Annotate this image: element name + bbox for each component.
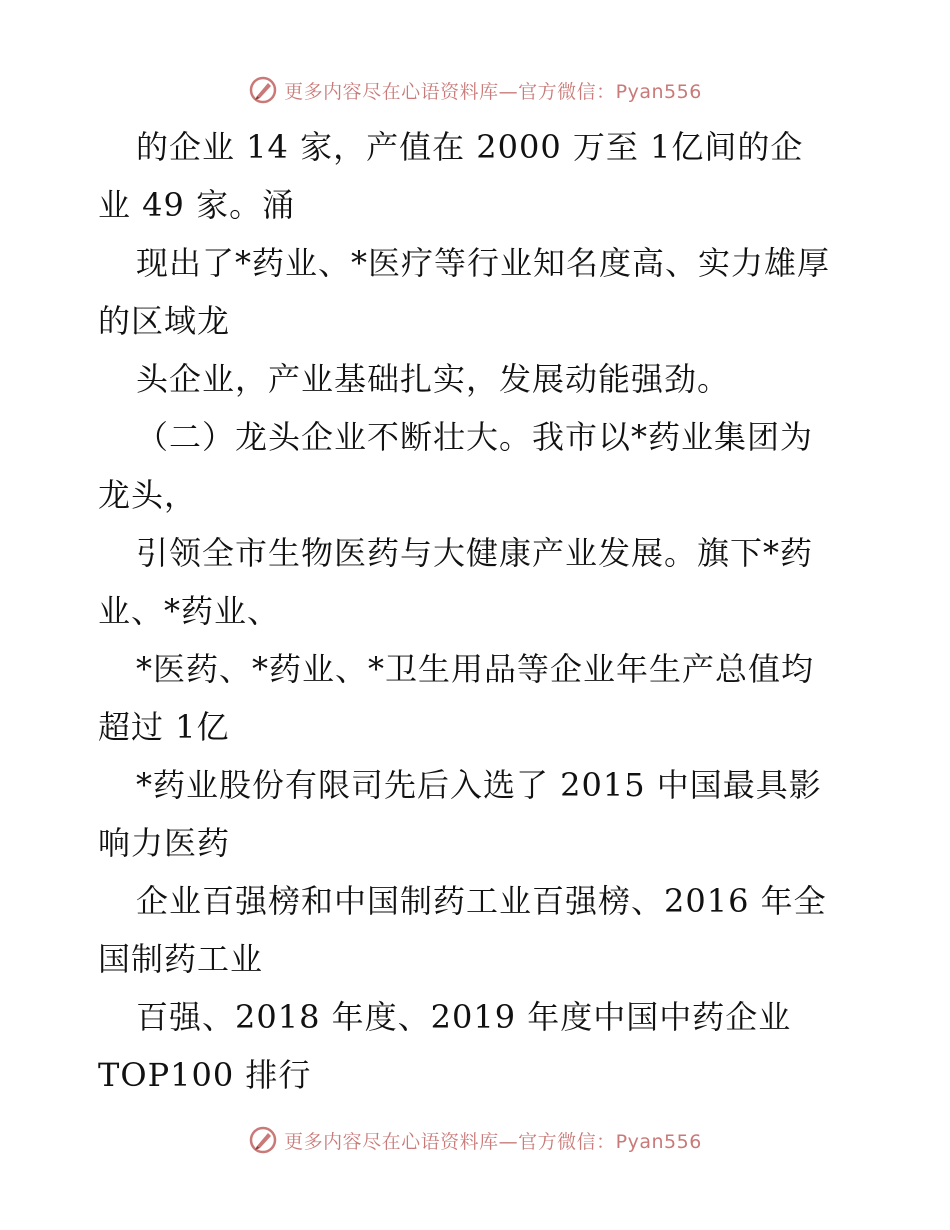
footer-watermark [0,1120,950,1160]
document-body [98,118,858,1104]
header-watermark-text: 更多内容尽在心语资料库—官方微信：Pyan556 [284,80,702,103]
text-line: TOP100 排行 [98,1056,312,1094]
pen-logo-icon [248,75,278,105]
text-line: 的企业 14 家，产值在 2000 万至 1亿间的企 [136,128,804,166]
text-line: 国制药工业 [98,940,264,978]
pen-logo-icon [248,1125,278,1155]
text-line: *医药、*药业、*卫生用品等企业年生产总值均 [136,650,815,688]
text-line: 响力医药 [98,824,231,862]
text-line: 龙头， [98,476,198,514]
text-line: *药业股份有限司先后入选了 2015 中国最具影 [136,766,822,804]
text-line: 超过 1亿 [98,708,230,746]
text-line: 百强、2018 年度、2019 年度中国中药企业 [136,998,792,1036]
text-line: 企业百强榜和中国制药工业百强榜、2016 年全 [136,882,827,920]
text-line: 业、*药业、 [98,592,281,630]
text-line: 的区域龙 [98,302,231,340]
header-watermark [0,70,950,110]
text-line: 业 49 家。涌 [98,186,296,224]
text-line: 现出了*药业、*医疗等行业知名度高、实力雄厚 [136,244,831,282]
text-line: 引领全市生物医药与大健康产业发展。旗下*药 [136,534,814,572]
footer-watermark-text: 更多内容尽在心语资料库—官方微信：Pyan556 [284,1130,702,1153]
text-line: 头企业，产业基础扎实，发展动能强劲。 [136,360,731,398]
text-line: （二）龙头企业不断壮大。我市以*药业集团为 [136,418,814,456]
